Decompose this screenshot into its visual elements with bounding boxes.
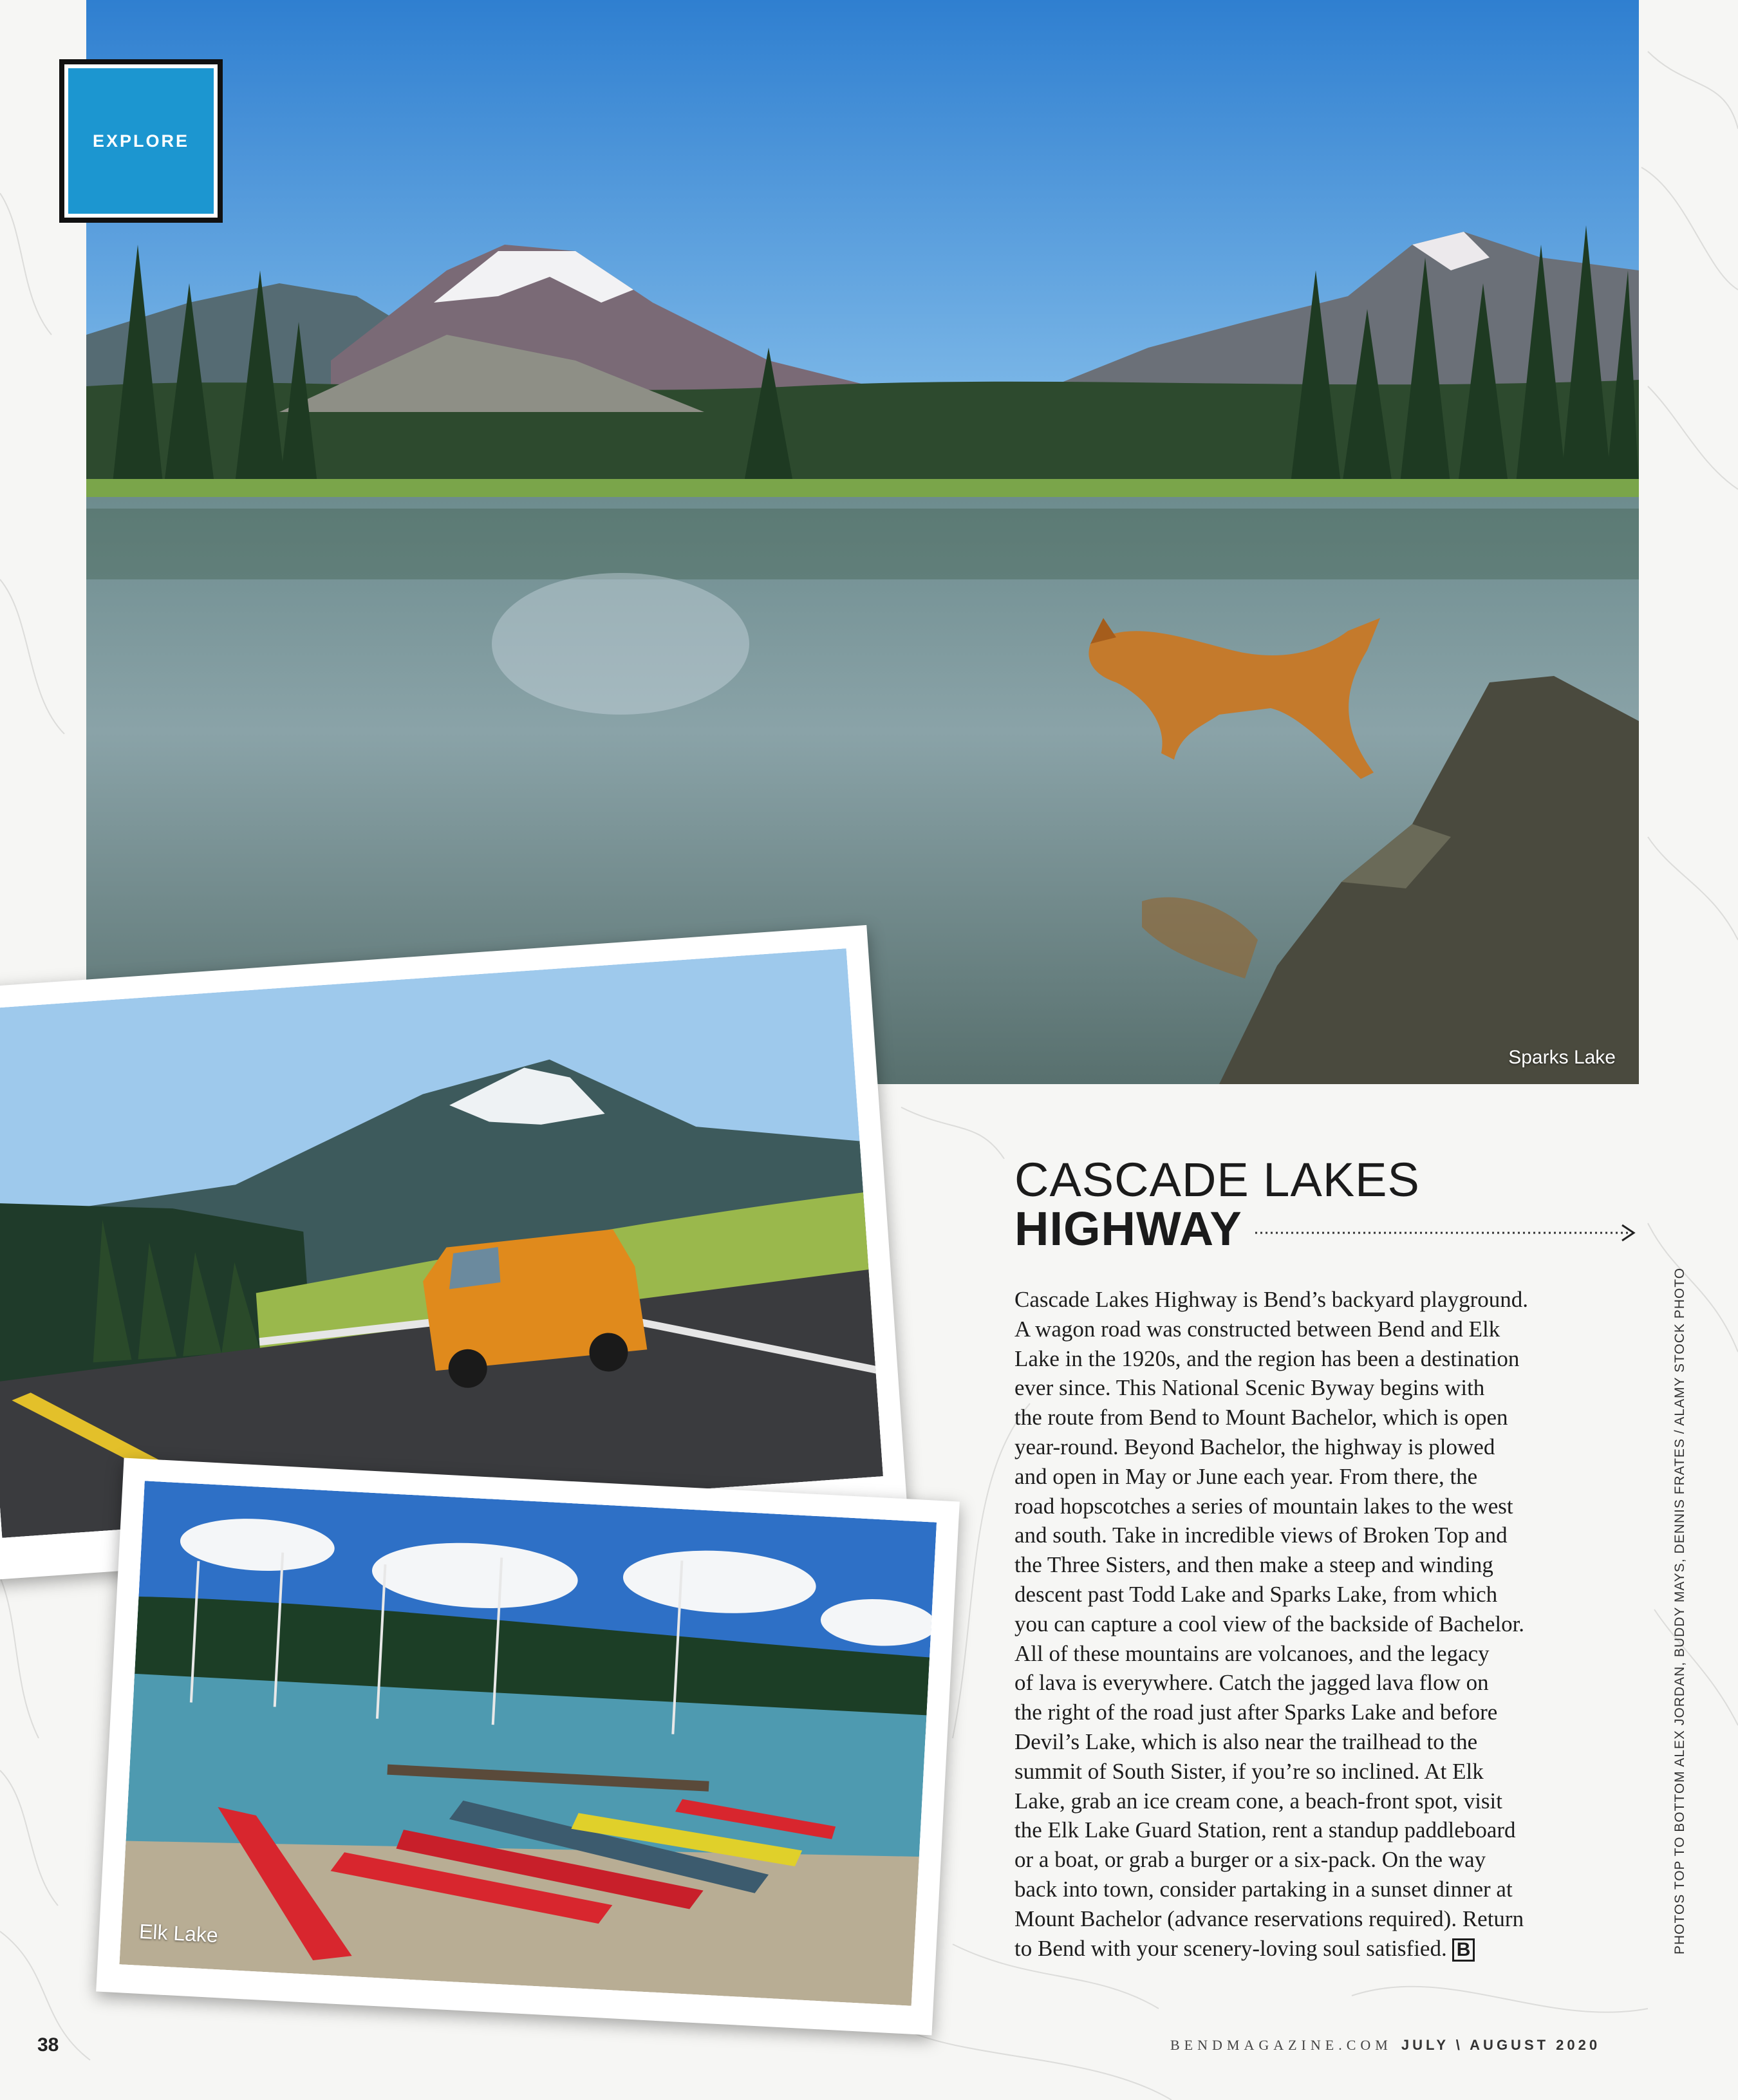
body-line: Mount Bachelor (advance reservations required). Return [1014,1906,1524,1931]
article-title-line1: CASCADE LAKES [1014,1153,1420,1206]
body-line: ever since. This National Scenic Byway begins with [1014,1375,1485,1401]
article-body [1014,1285,1578,1963]
body-line: back into town, consider partaking in a sunset dinner at [1014,1876,1513,1902]
title-arrow-rule [1255,1220,1641,1246]
elk-lake-photo-print [96,1458,960,2036]
footer-site: BENDMAGAZINE.COM [1170,2037,1392,2053]
body-line: you can capture a cool view of the backside of Bachelor. [1014,1611,1525,1636]
body-line: Lake in the 1920s, and the region has been a destination [1014,1345,1520,1371]
body-line: the right of the road just after Sparks Lake and before [1014,1700,1498,1725]
end-mark-icon: B [1452,1938,1475,1962]
body-line: descent past Todd Lake and Sparks Lake, from which [1014,1581,1498,1607]
photo-credit: PHOTOS TOP TO BOTTOM ALEX JORDAN, BUDDY MAYS, DENNIS FRATES / ALAMY STOCK PHOTO [1672,1267,1687,1955]
body-line: summit of South Sister, if you’re so inclined. At Elk [1014,1758,1484,1784]
hero-photo-sparks-lake [86,0,1639,1084]
article-title-line2: HIGHWAY [1014,1202,1242,1255]
body-line: or a boat, or grab a burger or a six-pack. On the way [1014,1847,1486,1873]
body-line: year-round. Beyond Bachelor, the highway is plowed [1014,1434,1495,1459]
body-line: the Elk Lake Guard Station, rent a standup paddleboard [1014,1817,1516,1843]
body-line: the Three Sisters, and then make a steep and winding [1014,1552,1493,1578]
body-line: and open in May or June each year. From there, the [1014,1463,1478,1489]
footer-issue: JULY \ AUGUST 2020 [1401,2037,1601,2053]
body-line: Cascade Lakes Highway is Bend’s backyard playground. [1014,1287,1528,1312]
section-label: EXPLORE [92,131,190,151]
body-line: A wagon road was constructed between Bend and Elk [1014,1316,1500,1342]
body-line: road hopscotches a series of mountain lakes to the west [1014,1493,1513,1519]
body-line-last [1014,1934,1578,1964]
page-number: 38 [37,2034,59,2056]
hero-photo-caption: Sparks Lake [1508,1047,1616,1068]
section-badge [59,59,223,223]
body-line: Devil’s Lake, which is also near the trailhead to the [1014,1729,1478,1754]
elk-lake-caption: Elk Lake [138,1919,219,1947]
body-line: All of these mountains are volcanoes, and the legacy [1014,1640,1490,1666]
body-line: and south. Take in incredible views of Broken Top and [1014,1523,1508,1548]
road-photo [0,948,883,1538]
page-footer [1170,2037,1600,2054]
body-line: of lava is everywhere. Catch the jagged lava flow on [1014,1670,1489,1696]
body-line-text: to Bend with your scenery-loving soul satisfied. [1014,1935,1447,1961]
body-line: Lake, grab an ice cream cone, a beach-front spot, visit [1014,1788,1502,1814]
elk-lake-photo [119,1481,937,2005]
body-line: the route from Bend to Mount Bachelor, which is open [1014,1405,1508,1430]
